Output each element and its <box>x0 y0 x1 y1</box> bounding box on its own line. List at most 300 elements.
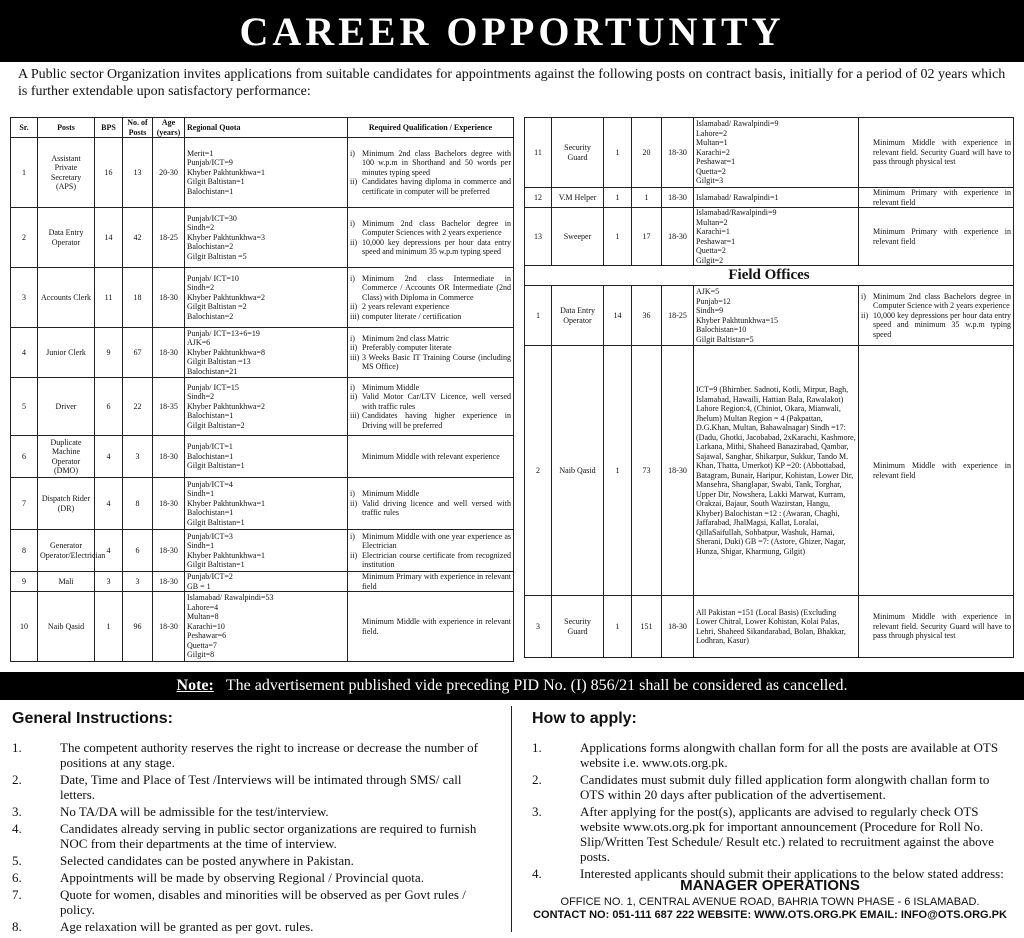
title-banner <box>0 0 1024 62</box>
qualification-text: 3 Weeks Basic IT Training Course (including MS Office) <box>362 352 511 371</box>
instruction-item <box>532 740 1012 770</box>
cell-bps: 3 <box>95 572 123 592</box>
qualification-item <box>861 461 1011 480</box>
cell-post: Accounts Clerk <box>38 268 95 328</box>
quota-line: Punjab/ICT=2 <box>187 572 233 581</box>
instruction-number: 3. <box>12 804 22 819</box>
qualification-text: Minimum 2nd class Bachelors degree with 100 w.p.m in Shorthand and 50 words per minutes typing speed <box>362 148 511 177</box>
cell-no-of-posts: 22 <box>123 378 153 436</box>
cell-age: 18-30 <box>153 268 185 328</box>
cell-no-of-posts: 13 <box>123 138 153 208</box>
cell-regional-quota <box>185 478 348 530</box>
instruction-text: The competent authority reserves the right to increase or decrease the number of positions at any stage. <box>60 740 478 770</box>
instruction-item <box>12 821 492 851</box>
qualification-item <box>350 532 511 551</box>
qualification-list <box>350 334 511 372</box>
cell-regional-quota <box>185 592 348 662</box>
cell-bps: 4 <box>95 436 123 478</box>
qualification-number <box>861 138 873 167</box>
table-row <box>11 268 514 328</box>
table-row <box>525 596 1014 658</box>
cell-age: 18-30 <box>662 346 694 596</box>
quota-line: Sindh=9 <box>696 306 724 315</box>
qualification-item <box>350 617 511 636</box>
instruction-item <box>12 740 492 770</box>
instruction-item <box>12 772 492 802</box>
qualification-list <box>861 612 1011 641</box>
instruction-text: Quote for women, disables and minorities will be observed as per Govt rules / policy. <box>60 887 466 917</box>
instruction-number: 3. <box>532 804 542 819</box>
quota-line: Quetta=2 <box>696 246 726 255</box>
cell-sr: 9 <box>11 572 38 592</box>
header-sr: Sr. <box>11 118 38 138</box>
quota-line: Balochistan=2 <box>187 311 234 321</box>
cell-regional-quota <box>185 436 348 478</box>
cell-post: Junior Clerk <box>38 328 95 378</box>
quota-line: Khyber Pakhtunkhwa=2 <box>187 401 266 411</box>
qualification-number: ii) <box>350 302 358 312</box>
cell-sr: 4 <box>11 328 38 378</box>
table-row <box>525 118 1014 188</box>
qualification-number <box>350 572 362 591</box>
qualification-text: Minimum 2nd class Bachelor degree in Computer Sciences with 2 years experience <box>362 218 511 237</box>
header-regional-quota: Regional Quota <box>185 118 348 138</box>
quota-line: Punjab/ICT=9 <box>187 158 233 168</box>
qualification-number: i) <box>350 382 355 392</box>
instruction-item <box>12 870 492 885</box>
quota-line: Gilgit=2 <box>696 255 724 265</box>
qualification-list <box>350 489 511 518</box>
table-row <box>11 138 514 208</box>
quota-line: Punjab=12 <box>696 296 731 306</box>
quota-line: Sindh=1 <box>187 489 215 499</box>
cell-sr: 8 <box>11 530 38 572</box>
quota-line: Balochistan=2 <box>187 242 234 252</box>
qualification-list <box>350 452 511 462</box>
qualification-text: 2 years relevant experience <box>362 302 450 312</box>
quota-line: Punjab/ ICT=10 <box>187 273 239 283</box>
jobs-table-right <box>524 117 1014 658</box>
qualification-text: Valid driving licence and well versed with traffic rules <box>362 498 511 518</box>
quota-line: Punjab/ICT=3 <box>187 531 233 541</box>
cell-regional-quota <box>185 268 348 328</box>
cell-regional-quota <box>185 530 348 572</box>
qualification-item <box>350 499 511 518</box>
quota-line: Punjab/ICT=30 <box>187 213 237 223</box>
qualification-item <box>350 238 511 257</box>
how-to-apply-heading: How to apply: <box>532 710 637 727</box>
table-row <box>11 208 514 268</box>
quota-line: Islamabad/ Rawalpindi=53 <box>187 593 274 603</box>
qualification-number <box>861 461 873 480</box>
note-bar <box>0 672 1024 700</box>
qualification-item <box>350 452 511 462</box>
quota-line: Merit=1 <box>187 148 214 158</box>
quota-text: All Pakistan =151 (Local Basis) (Excluding Lower Chitral, Lower Kohistan, Kolai Palas, Lehri, Shaheed Sikandarabad, Bolan, Bhakkar, Lodhran, Kasur) <box>696 607 846 645</box>
cell-bps: 1 <box>604 188 632 208</box>
instruction-number: 2. <box>12 772 22 787</box>
cell-regional-quota <box>185 328 348 378</box>
cell-sr: 6 <box>11 436 38 478</box>
cell-post: Data Entry Operator <box>38 208 95 268</box>
quota-line: Multan=2 <box>696 217 728 227</box>
instruction-text: Selected candidates can be posted anywhere in Pakistan. <box>60 853 354 868</box>
quota-line: Balochistan=1 <box>187 451 234 461</box>
cell-post: V.M Helper <box>552 188 604 208</box>
cell-qualification <box>348 530 514 572</box>
quota-line: Peshawar=1 <box>696 236 736 246</box>
cell-qualification <box>348 592 514 662</box>
cell-bps: 1 <box>604 208 632 266</box>
cell-bps: 1 <box>95 592 123 662</box>
cell-qualification <box>859 118 1014 188</box>
header-posts: Posts <box>38 118 95 138</box>
table-row <box>11 478 514 530</box>
qualification-list <box>350 383 511 431</box>
qualification-text: 10,000 key depressions per hour data entry speed and minimum 35 w.p.m typing speed <box>362 237 511 256</box>
quota-line: Gilgit Baltistan=1 <box>187 560 245 569</box>
qualification-text: Minimum Middle with experience in relevant field <box>873 461 1011 480</box>
cell-age: 18-30 <box>662 208 694 266</box>
qualification-list <box>861 227 1011 246</box>
qualification-number: ii) <box>861 310 869 320</box>
table-row <box>525 188 1014 208</box>
cell-qualification <box>348 328 514 378</box>
cell-sr: 7 <box>11 478 38 530</box>
qualification-list <box>350 572 511 591</box>
instruction-item <box>532 772 1012 802</box>
instruction-text: Candidates already serving in public sector organizations are required to furnish NOC from their departments at the time of interview. <box>60 821 477 851</box>
cell-regional-quota <box>185 138 348 208</box>
cell-qualification <box>348 436 514 478</box>
quota-line: Peshawar=6 <box>187 631 227 641</box>
header-no-of-posts: No. of Posts <box>123 118 153 138</box>
qualification-number: iii) <box>350 311 360 321</box>
qualification-number: ii) <box>350 392 358 402</box>
qualification-number <box>861 612 873 641</box>
quota-line: Karachi=1 <box>696 227 730 236</box>
qualification-number: ii) <box>350 550 358 560</box>
qualification-list <box>350 274 511 322</box>
cell-age: 18-25 <box>153 208 185 268</box>
page-title: CAREER OPPORTUNITY <box>239 8 785 54</box>
instruction-number: 6. <box>12 870 22 885</box>
quota-line: Sindh=2 <box>187 283 215 293</box>
table-row <box>525 346 1014 596</box>
qualification-list <box>350 149 511 197</box>
quota-line: Balochistan=1 <box>187 508 234 518</box>
cell-qualification <box>348 478 514 530</box>
cell-sr: 2 <box>11 208 38 268</box>
qualification-item <box>350 392 511 411</box>
note-label: Note: <box>176 677 214 694</box>
qualification-item <box>350 383 511 393</box>
cell-sr: 13 <box>525 208 552 266</box>
cell-bps: 16 <box>95 138 123 208</box>
cell-bps: 14 <box>604 286 632 346</box>
manager-title: MANAGER OPERATIONS <box>680 877 860 894</box>
cell-no-of-posts: 1 <box>632 188 662 208</box>
how-to-apply-list <box>532 740 1012 883</box>
instruction-number: 5. <box>12 853 22 868</box>
cell-sr: 12 <box>525 188 552 208</box>
cell-no-of-posts: 96 <box>123 592 153 662</box>
instruction-number: 1. <box>12 740 22 755</box>
qualification-list <box>861 188 1011 207</box>
cell-sr: 3 <box>11 268 38 328</box>
cell-age: 18-30 <box>153 436 185 478</box>
header-bps: BPS <box>95 118 123 138</box>
cell-qualification <box>859 596 1014 658</box>
cell-post: Security Guard <box>552 596 604 658</box>
quota-line: GB = 1 <box>187 581 211 591</box>
cell-qualification <box>348 208 514 268</box>
cell-bps: 4 <box>95 530 123 572</box>
cell-no-of-posts: 3 <box>123 572 153 592</box>
cell-sr: 10 <box>11 592 38 662</box>
cell-regional-quota <box>185 208 348 268</box>
qualification-item <box>350 312 511 322</box>
cell-post: Naib Qasid <box>552 346 604 596</box>
table-row <box>11 328 514 378</box>
cell-no-of-posts: 3 <box>123 436 153 478</box>
cell-sr: 11 <box>525 118 552 188</box>
cell-post: Mali <box>38 572 95 592</box>
qualification-number: ii) <box>350 343 358 352</box>
cell-regional-quota <box>185 378 348 436</box>
cell-post: Generator Operator/Electrician <box>38 530 95 572</box>
qualification-item <box>350 274 511 303</box>
quota-line: Gilgit Baltistan=1 <box>187 177 245 187</box>
cell-bps: 4 <box>95 478 123 530</box>
table-row <box>11 530 514 572</box>
cell-no-of-posts: 73 <box>632 346 662 596</box>
qualification-item <box>350 489 511 499</box>
cell-regional-quota <box>694 118 859 188</box>
cell-regional-quota <box>694 188 859 208</box>
quota-line: Quetta=7 <box>187 640 217 650</box>
qualification-text: Minimum Primary with experience in relevant field <box>362 572 511 591</box>
quota-line: Balochistan=1 <box>187 186 234 196</box>
quota-line: Gilgit=3 <box>696 176 724 186</box>
qualification-text: computer literate / certification <box>362 311 462 321</box>
qualification-item <box>350 343 511 353</box>
qualification-item <box>861 292 1011 311</box>
qualification-item <box>350 572 511 591</box>
qualification-item <box>861 138 1011 167</box>
instruction-text: No TA/DA will be admissible for the test/interview. <box>60 804 329 819</box>
cell-sr: 5 <box>11 378 38 436</box>
qualification-number: i) <box>350 333 355 343</box>
cell-post: Data Entry Operator <box>552 286 604 346</box>
qualification-number: i) <box>350 148 355 158</box>
instruction-text: After applying for the post(s), applicants are advised to regularly check OTS website www.ots.org.pk for important announcement (Procedure for Roll No. Slip/Written Test Schedule/ Result etc.) related to recruitment against the above posts. <box>580 804 994 864</box>
qualification-number <box>861 227 873 246</box>
qualification-list <box>861 292 1011 340</box>
qualification-list <box>861 461 1011 480</box>
qualification-number: iii) <box>350 411 360 421</box>
field-offices-heading: Field Offices <box>525 266 1014 286</box>
quota-line: Gilgit Baltistan=2 <box>187 420 245 430</box>
qualification-text: Electrician course certificate from recognized institution <box>362 550 511 569</box>
instruction-number: 7. <box>12 887 22 902</box>
quota-line: Gilgit Baltistan=1 <box>187 461 245 471</box>
quota-line: Peshawar=1 <box>696 157 736 167</box>
cell-regional-quota <box>694 346 859 596</box>
cell-qualification <box>859 208 1014 266</box>
qualification-text: Preferably computer literate <box>362 343 452 352</box>
quota-line: Punjab/ICT=1 <box>187 442 233 452</box>
qualification-number: ii) <box>350 498 358 508</box>
instruction-item <box>532 804 1012 864</box>
table-row <box>525 208 1014 266</box>
jobs-table-left <box>10 117 514 662</box>
cell-qualification <box>348 572 514 592</box>
cell-no-of-posts: 36 <box>632 286 662 346</box>
cell-age: 18-30 <box>153 530 185 572</box>
quota-line: Karachi=10 <box>187 621 225 631</box>
qualification-list <box>350 617 511 636</box>
quota-line: Khyber Pakhtunkhwa=15 <box>696 315 779 325</box>
qualification-text: Minimum 2nd class Bachelors degree in Computer Science with 2 years experience <box>873 291 1011 311</box>
quota-line: Balochistan=10 <box>696 325 747 334</box>
cell-no-of-posts: 20 <box>632 118 662 188</box>
cell-age: 18-30 <box>153 572 185 592</box>
quota-line: Gilgit Baltistan =2 <box>187 302 247 312</box>
cell-bps: 1 <box>604 596 632 658</box>
cell-post: Duplicate Machine Operator (DMO) <box>38 436 95 478</box>
quota-line: Khyber Pakhtunkhwa=1 <box>187 167 266 177</box>
qualification-text: Candidates having diploma in commerce and certificate in computer will be preferred <box>362 177 511 196</box>
cell-post: Sweeper <box>552 208 604 266</box>
quota-line: Gilgit Baltistan =5 <box>187 251 247 261</box>
cell-no-of-posts: 67 <box>123 328 153 378</box>
quota-line: Quetta=2 <box>696 166 726 176</box>
instruction-number: 4. <box>532 866 542 881</box>
qualification-item <box>861 227 1011 246</box>
qualification-text: Minimum Middle with experience in relevant field. Security Guard will have to pass through physical test <box>873 138 1011 167</box>
qualification-number: ii) <box>350 237 358 247</box>
qualification-list <box>350 532 511 570</box>
cell-post: Naib Qasid <box>38 592 95 662</box>
qualification-text: Valid Motor Car/LTV Licence, well versed with traffic rules <box>362 392 511 411</box>
cell-qualification <box>348 268 514 328</box>
qualification-item <box>861 188 1011 207</box>
qualification-number: i) <box>350 489 355 499</box>
qualification-item <box>861 311 1011 340</box>
manager-block <box>520 877 1020 921</box>
cell-qualification <box>348 378 514 436</box>
qualification-item <box>350 219 511 238</box>
instruction-text: Candidates must submit duly filled application form alongwith challan form to OTS within 20 days after publication of the advertisement. <box>580 772 990 802</box>
cell-no-of-posts: 17 <box>632 208 662 266</box>
table-row <box>11 592 514 662</box>
qualification-item <box>350 177 511 196</box>
qualification-text: Minimum Middle <box>362 489 420 499</box>
quota-line: AJK=6 <box>187 338 211 348</box>
qualification-item <box>350 411 511 430</box>
cell-bps: 1 <box>604 346 632 596</box>
quota-text: ICT=9 (Bhirnber. Sadnoti, Kotli, Mirpur, Bagh, Islamabad, Hawaili, Hattian Bala, Rawalakot) Lahore Region:4, (Chiniot, Okara, Mianwali, Jhelum) Multan Region = 4 (Pakpattan, D.G.Khan, Multan, Bahawalnagar) Sindh =17: (Dadu, Ghotki, Jacobabad, 2xKarachi, Kashmore, Larkana, Mithi, Shaheed Banazirabad, Qambar, Sajawal, Sanghar, Shikarpur, Sukkur, Tando M. Khan, Thatta, Umerkot) KP =20: (Abbottabad, Batagram, Bunair, Haripur, Kohistan, Lower Dir, Mansehra, Shanglapar, Swabi, Tank, Torghar, Upper Dir, Nowshera, Lakki Marwat, Kurram, Orakzai, Bajaur, South Wazirstan, Hangu, Khyber) Balochistan =12 : (Awaran, Chaghi, Jaffarabad, JhalMagsi, Kallat, Loralai, QillaSaifullah, Sohbatpur, Washuk, Harnai, Sherani, Duki) GB =7: (Astore, Ghizer, Nagar, Hunza, Shigar, Kharmung, Gilgit) <box>696 385 856 556</box>
qualification-text: Minimum Primary with experience in relevant field <box>873 227 1011 246</box>
quota-line: Punjab/ ICT=15 <box>187 382 239 392</box>
qualification-text: Minimum Middle with experience in relevant field. <box>362 617 511 636</box>
quota-line: Karachi=2 <box>696 147 730 157</box>
qualification-text: Candidates having higher experience in Driving will be preferred <box>362 411 511 430</box>
cell-age: 18-30 <box>662 188 694 208</box>
instruction-number: 2. <box>532 772 542 787</box>
instruction-item <box>12 919 492 934</box>
cell-no-of-posts: 8 <box>123 478 153 530</box>
qualification-text: Minimum 2nd class Intermediate in Commerce / Accounts OR Intermediate (2nd Class) with Diploma in Commerce <box>362 273 511 302</box>
quota-line: Gilgit Baltistan=1 <box>187 517 245 527</box>
header-qualification: Required Qualification / Experience <box>348 118 514 138</box>
instruction-text: Appointments will be made by observing Regional / Provincial quota. <box>60 870 424 885</box>
qualification-item <box>861 612 1011 641</box>
quota-line: Islamabad/ Rawalpindi=1 <box>696 192 779 202</box>
instruction-text: Applications forms alongwith challan form for all the posts are available at OTS website i.e. www.ots.org.pk. <box>580 740 999 770</box>
quota-line: Lahore=2 <box>696 128 728 138</box>
general-instructions-heading: General Instructions: <box>12 710 173 727</box>
quota-line: Balochistan=21 <box>187 366 238 376</box>
quota-line: Lahore=4 <box>187 602 219 612</box>
note-text: The advertisement published vide preceding PID No. (I) 856/21 shall be considered as cancelled. <box>225 677 848 694</box>
cell-age: 18-30 <box>153 478 185 530</box>
cell-sr: 2 <box>525 346 552 596</box>
qualification-text: Minimum Middle <box>362 382 420 392</box>
quota-line: Khyber Pakhtunkhwa=1 <box>187 550 266 560</box>
cell-age: 18-30 <box>662 596 694 658</box>
cell-no-of-posts: 6 <box>123 530 153 572</box>
cell-bps: 9 <box>95 328 123 378</box>
quota-line: Gilgit=8 <box>187 650 215 660</box>
manager-address: OFFICE NO. 1, CENTRAL AVENUE ROAD, BAHRIA TOWN PHASE - 6 ISLAMABAD. <box>560 896 980 908</box>
cell-regional-quota <box>694 208 859 266</box>
instruction-text: Interested applicants should submit their applications to the below stated address: <box>580 866 1004 881</box>
cell-sr: 1 <box>11 138 38 208</box>
qualification-number: iii) <box>350 352 360 362</box>
quota-line: Khyber Pakhtunkhwa=3 <box>187 232 266 242</box>
general-instructions-list <box>12 740 492 936</box>
qualification-list <box>350 219 511 257</box>
quota-line: Balochistan=1 <box>187 411 234 421</box>
quota-line: Sindh=2 <box>187 392 215 402</box>
quota-line: Punjab/ ICT=13+6=19 <box>187 328 260 338</box>
cell-age: 20-30 <box>153 138 185 208</box>
qualification-number <box>350 452 362 462</box>
cell-regional-quota <box>694 596 859 658</box>
cell-qualification <box>348 138 514 208</box>
cell-age: 18-35 <box>153 378 185 436</box>
table-row <box>11 378 514 436</box>
cell-qualification <box>859 286 1014 346</box>
qualification-item <box>350 302 511 312</box>
qualification-number: i) <box>350 218 355 228</box>
instruction-item <box>12 887 492 917</box>
qualification-item <box>350 149 511 178</box>
header-age: Age (years) <box>153 118 185 138</box>
quota-line: Khyber Pakhtunkhwa=8 <box>187 347 266 357</box>
cell-no-of-posts: 151 <box>632 596 662 658</box>
instruction-text: Date, Time and Place of Test /Interviews will be intimated through SMS/ call letters. <box>60 772 462 802</box>
manager-contact: CONTACT NO: 051-111 687 222 WEBSITE: WWW.OTS.ORG.PK EMAIL: INFO@OTS.ORG.PK <box>533 909 1007 921</box>
cell-age: 18-30 <box>153 328 185 378</box>
column-divider <box>511 706 512 932</box>
qualification-number: i) <box>350 531 355 541</box>
quota-line: Gilgit Baltistan =13 <box>187 357 251 367</box>
instruction-item <box>12 804 492 819</box>
quota-line: Islamabad/ Rawalpindi=9 <box>696 119 779 129</box>
